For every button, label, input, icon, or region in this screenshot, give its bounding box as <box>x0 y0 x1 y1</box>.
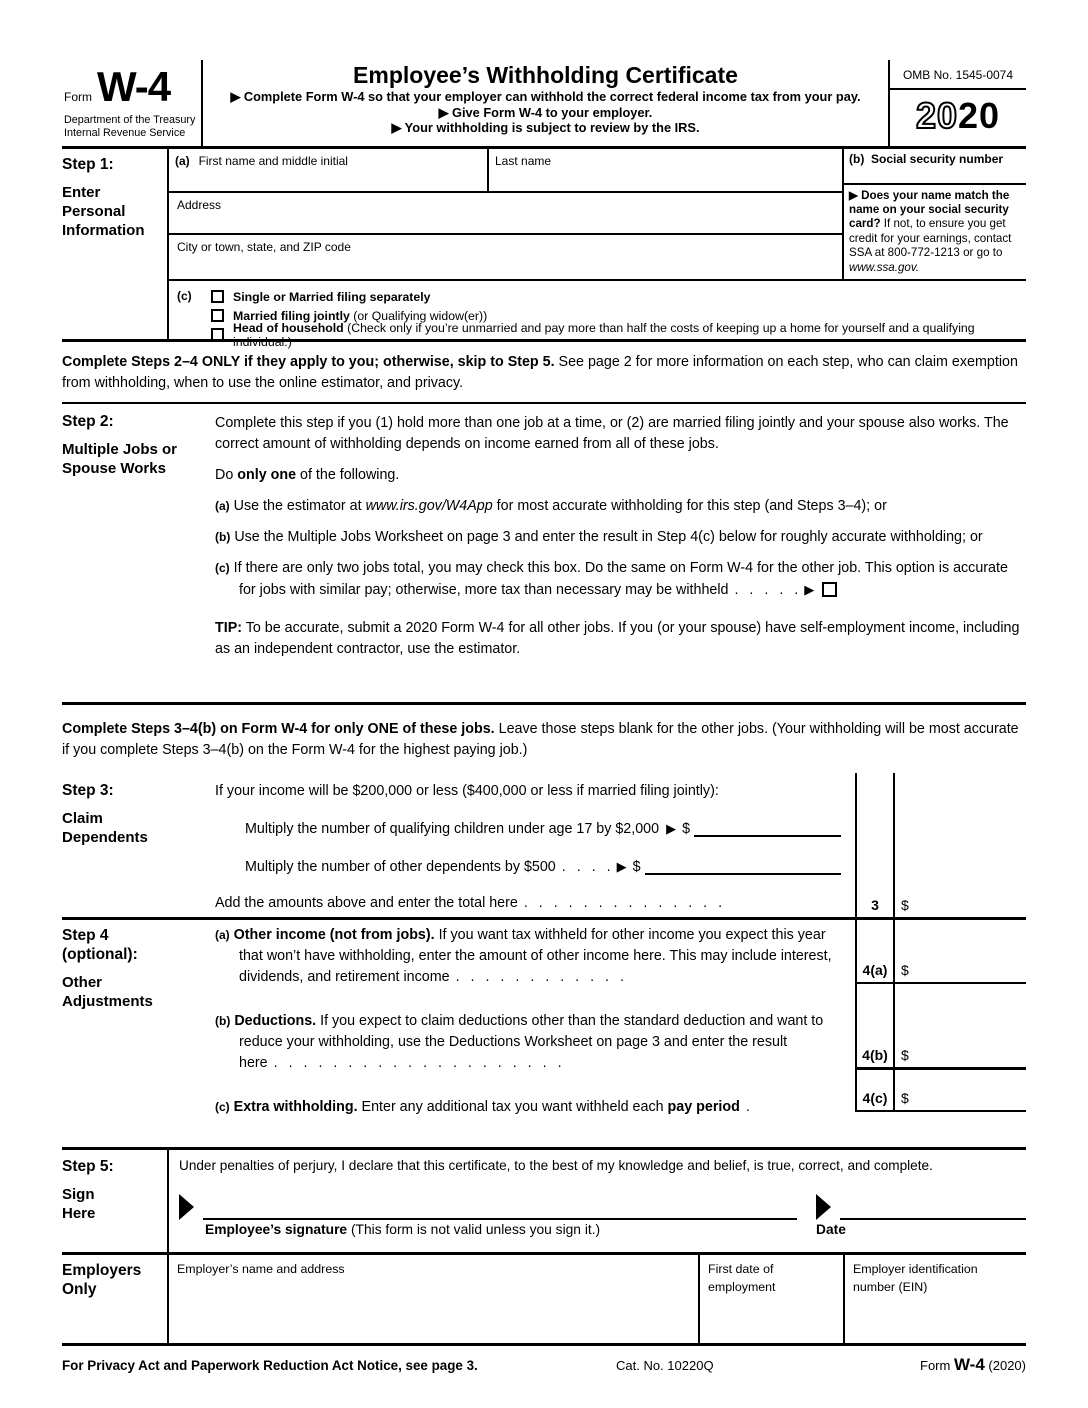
employers-only-section <box>62 1255 1026 1346</box>
employee-signature-field[interactable] <box>203 1200 797 1220</box>
form-header <box>62 60 1026 149</box>
dollar-sign: $ <box>901 897 909 913</box>
filing-option-head-of-household: Head of household (Check only if you’re unmarried and pay more than half the costs of keeping up a home for yourself and a qualifying individual.) <box>211 325 1026 344</box>
step3-children-line: Multiply the number of qualifying children under age 17 by $2,000 ▶ $ <box>245 818 841 840</box>
dollar-sign: $ <box>901 1047 909 1063</box>
single-checkbox[interactable] <box>211 290 224 303</box>
step3-sublabel: Claim Dependents <box>62 810 148 846</box>
dollar-sign: $ <box>632 859 641 875</box>
dot-leader: . . . . . . . . . . . . . . . . . . . . <box>273 1055 562 1071</box>
dot-leader: . . . . . . . . . . . . . . <box>523 895 723 911</box>
dot-leader: . <box>745 1099 750 1115</box>
step2-item-a: (a) Use the estimator at www.irs.gov/W4App for most accurate withholding for this step (and Steps 3–4); or <box>215 498 887 514</box>
steps-2-4-intro: Complete Steps 2–4 ONLY if they apply to you; otherwise, skip to Step 5. See page 2 for more information on each step, who can claim exemption from withholding, when to use the online estimator, and privacy. <box>62 342 1026 404</box>
head-of-household-checkbox[interactable] <box>211 328 224 341</box>
dept-irs: Internal Revenue Service <box>64 126 186 139</box>
line-4c-amount-field[interactable] <box>893 1070 1026 1110</box>
catalog-number: Cat. No. 10220Q <box>616 1358 714 1373</box>
first-date-label: First date of employment <box>708 1262 776 1294</box>
filing-status-group <box>169 281 1026 349</box>
ssa-gov-link: www.ssa.gov. <box>849 260 920 274</box>
step5-sublabel: Sign Here <box>62 1186 96 1222</box>
ssn-label: Social security number <box>871 152 1004 166</box>
form-footer <box>62 1346 1026 1375</box>
line-4b-amount-field[interactable] <box>893 984 1026 1067</box>
header-instruction-3: ▶ Your withholding is subject to review by the IRS. <box>391 120 700 135</box>
footer-form-id: Form W-4 (2020) <box>920 1355 1026 1374</box>
step2-label: Step 2: <box>62 413 114 430</box>
step2-section <box>62 404 1026 705</box>
ein-label: Employer identification number (EIN) <box>853 1262 978 1294</box>
first-name-field[interactable] <box>169 149 487 191</box>
step4-label: Step 4 (optional): <box>62 927 138 963</box>
line-4a-amount-field[interactable] <box>893 920 1026 982</box>
line-3-number: 3 <box>855 773 893 917</box>
last-name-label: Last name <box>495 154 552 168</box>
right-arrow-icon: ▶ <box>616 859 627 874</box>
line-3-amount-field[interactable] <box>893 773 1026 917</box>
dot-leader: . . . . . . . . . . . . <box>455 969 624 985</box>
children-amount-blank[interactable] <box>694 835 841 837</box>
header-instruction-2: ▶ Give Form W-4 to your employer. <box>438 104 653 120</box>
step4-entry-boxes <box>855 920 1026 1147</box>
married-jointly-checkbox[interactable] <box>211 309 224 322</box>
filing-option-single: Single or Married filing separately <box>211 287 1026 306</box>
field-c-tag: (c) <box>177 289 192 303</box>
city-label: City or town, state, and ZIP code <box>177 240 351 254</box>
employer-name-label: Employer’s name and address <box>177 1262 345 1276</box>
step1-label: Step 1: <box>62 156 114 173</box>
signature-arrow-icon <box>179 1194 194 1220</box>
ssn-field[interactable] <box>844 149 1026 185</box>
step2-paragraph-1: Complete this step if you (1) hold more than one job at a time, or (2) are married filing jointly and your spouse also works. The correct amount of withholding depends on income earned from all of these jobs. <box>215 415 1009 452</box>
ssn-match-note: ▶ Does your name match the name on your social security card? If not, to ensure you get credit for your earnings, contact SSA at 800-772-1213 or go to www.ssa.gov. <box>849 188 1012 274</box>
first-name-label: First name and middle initial <box>198 154 348 168</box>
signature-label: Employee’s signature (This form is not valid unless you sign it.) <box>205 1222 601 1237</box>
step4-sublabel: Other Adjustments <box>62 974 153 1010</box>
dept-treasury: Department of the Treasury <box>64 113 196 126</box>
omb-year-block <box>890 60 1026 146</box>
step3-intro: If your income will be $200,000 or less ($400,000 or less if married filing jointly): <box>215 783 719 799</box>
address-field[interactable] <box>169 193 842 235</box>
step4-section <box>62 920 1026 1150</box>
last-name-field[interactable] <box>487 149 842 191</box>
right-arrow-icon: ▶ <box>666 821 677 836</box>
address-label: Address <box>177 198 222 212</box>
step2-item-c: (c) If there are only two jobs total, you may check this box. Do the same on Form W-4 for the other job. This option is accurate for jobs with similar pay; otherwise, more tax than necessary may be withheld . . . . . ▶ <box>215 560 1008 598</box>
header-instruction-1: ▶ Complete Form W-4 so that your employer can withhold the correct federal income tax from your pay. <box>230 89 861 104</box>
step2-tip: TIP: To be accurate, submit a 2020 Form W-4 for all other jobs. If you (or your spouse) have self-employment income, including as an independent contractor, use the estimator. <box>215 620 1020 657</box>
city-state-zip-field[interactable] <box>169 235 842 279</box>
form-year: 2020 <box>915 95 1001 136</box>
step2-sublabel: Multiple Jobs or Spouse Works <box>62 441 178 477</box>
first-date-employment-field[interactable] <box>698 1255 843 1343</box>
dollar-sign: $ <box>682 821 691 837</box>
steps-3-4b-note: Complete Steps 3–4(b) on Form W-4 for only ONE of these jobs. Leave those steps blank for the other jobs. (Your withholding will be most accurate if you complete Steps 3–4(b) on the Form W-4 for the highest paying job.) <box>62 721 1019 758</box>
step3-total-line: Add the amounts above and enter the total here . . . . . . . . . . . . . . <box>215 893 841 914</box>
date-label: Date <box>816 1222 846 1237</box>
form-title: Employee’s Withholding Certificate <box>353 62 738 88</box>
employer-name-address-field[interactable] <box>169 1255 698 1343</box>
omb-number: OMB No. 1545-0074 <box>890 60 1026 90</box>
step5-section <box>62 1150 1026 1255</box>
form-title-block <box>201 60 890 146</box>
step4-item-c: (c) Extra withholding. Enter any additional tax you want withheld each pay period . <box>215 1099 750 1115</box>
filing-option-married-jointly: Married filing jointly (or Qualifying widow(er)) <box>211 306 1026 325</box>
line-4c-number: 4(c) <box>855 1070 893 1110</box>
privacy-act-notice: For Privacy Act and Paperwork Reduction Act Notice, see page 3. <box>62 1358 478 1373</box>
field-b-tag: (b) <box>849 152 865 166</box>
date-arrow-icon <box>816 1194 831 1220</box>
field-a-tag: (a) <box>175 154 190 168</box>
step2-item-b: (b) Use the Multiple Jobs Worksheet on page 3 and enter the result in Step 4(c) below for roughly accurate withholding; or <box>215 529 983 545</box>
step1-section <box>62 149 1026 349</box>
employers-only-label: Employers Only <box>62 1262 142 1298</box>
other-dependents-amount-blank[interactable] <box>645 873 841 875</box>
perjury-declaration: Under penalties of perjury, I declare that this certificate, to the best of my knowledge and belief, is true, correct, and complete. <box>179 1158 933 1173</box>
step5-label: Step 5: <box>62 1158 114 1175</box>
w4app-link: www.irs.gov/W4App <box>365 498 493 514</box>
step3-section <box>62 773 1026 920</box>
line-4b-number: 4(b) <box>855 984 893 1067</box>
form-number: W-4 <box>97 63 171 110</box>
ein-field[interactable] <box>843 1255 1026 1343</box>
right-arrow-icon: ▶ <box>804 582 815 597</box>
two-jobs-checkbox[interactable] <box>822 582 837 597</box>
step3-entry-box <box>855 773 1026 917</box>
dot-leader: . . . . . <box>734 582 799 598</box>
step4-item-b: (b) Deductions. If you expect to claim deductions other than the standard deduction and want to reduce your withholding, use the Deductions Worksheet on page 3 and enter the result here . . . . . . . . . . . . . . . . . . . . <box>215 1013 824 1071</box>
dot-leader: . . . . <box>561 859 611 875</box>
step3-other-dependents-line: Multiply the number of other dependents by $500 . . . . ▶ $ <box>245 856 841 878</box>
date-field[interactable] <box>840 1200 1026 1220</box>
dollar-sign: $ <box>901 1090 909 1106</box>
step1-sublabel: Enter Personal Information <box>62 184 145 239</box>
step3-label: Step 3: <box>62 782 114 799</box>
step4-item-a: (a) Other income (not from jobs). If you want tax withheld for other income you expect this year that won’t have withholding, enter the amount of other income here. This may include interest, dividends, and retirement income . . . . . . . . . . . . <box>215 927 832 985</box>
form-word: Form <box>64 90 92 104</box>
step2-do-only-one: Do only one of the following. <box>215 467 400 483</box>
form-identity <box>62 60 201 146</box>
dollar-sign: $ <box>901 962 909 978</box>
line-4a-number: 4(a) <box>855 920 893 982</box>
